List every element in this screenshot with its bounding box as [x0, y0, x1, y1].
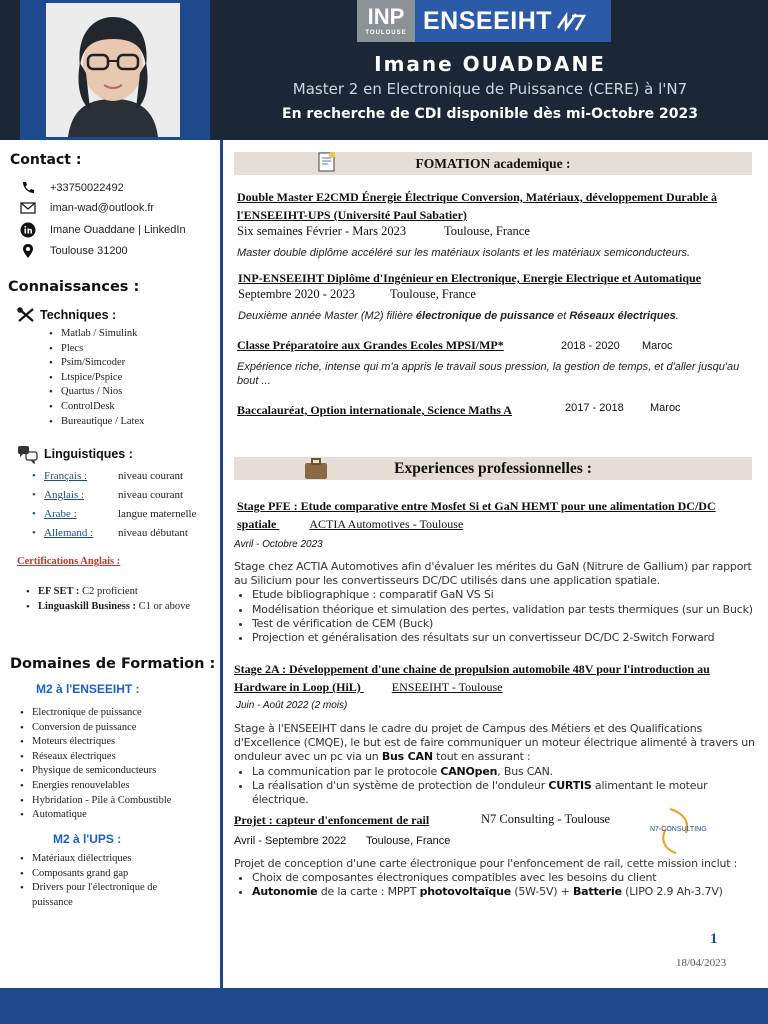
- document-date: 18/04/2023: [676, 957, 727, 969]
- list-item: • Choix de composantes électroniques compatibles avec les besoins du client: [252, 871, 762, 885]
- s2a-intro: tout en assurant :: [432, 750, 531, 764]
- formation-dates: 2018 - 2020: [561, 340, 620, 352]
- item-bold: Autonomie: [252, 885, 318, 899]
- contact-phone[interactable]: [20, 180, 124, 196]
- pfe-dates: Avril - Octobre 2023: [234, 539, 323, 550]
- language-level: niveau débutant: [118, 527, 188, 539]
- tools-icon: [17, 307, 35, 323]
- formation-location: Maroc: [650, 402, 681, 414]
- desc-text: .: [675, 310, 679, 322]
- item-bold: CURTIS: [548, 778, 592, 792]
- s2a-intro: Stage à l'ENSEEIHT dans le cadre du projet de Campus des Métiers et des Qualifications d'Excellence (CMQE), le but est de faire communiquer un moteur électrique alimenté à travers un onduleur avec un pc via un: [234, 722, 755, 764]
- projet-bullets: [234, 871, 762, 899]
- technical-title: Techniques :: [40, 308, 117, 322]
- s2a-dates: Juin - Août 2022 (2 mois): [236, 700, 348, 711]
- cert-name: EF SET :: [38, 586, 80, 597]
- projet-dates: Avril - Septembre 2022: [234, 835, 347, 847]
- projet-description: [234, 857, 762, 900]
- list-item: • Automatique: [18, 808, 171, 823]
- language-level: langue maternelle: [118, 508, 197, 520]
- technical-subhead: [17, 307, 116, 323]
- item-text: de la carte : MPPT: [317, 885, 420, 899]
- projet-intro: Projet de conception d'une carte électronique pour l'enfoncement de rail, cette mission inclut :: [234, 857, 738, 870]
- desc-bold: Réseaux électriques: [569, 310, 676, 322]
- formation-location: Toulouse, France: [390, 287, 476, 301]
- pfe-company: ACTIA Automotives - Toulouse: [309, 517, 464, 531]
- formation-description: Master double diplôme accéléré sur les matériaux isolants et les matériaux semiconducteurs.: [237, 247, 691, 259]
- cert-name: Linguaskill Business :: [38, 600, 137, 612]
- cert-value: C2 proficient: [79, 586, 138, 597]
- list-item: • Energies renouvelables: [18, 779, 171, 794]
- formation-location: Toulouse, France: [444, 224, 530, 238]
- contact-email-text: iman-wad@outlook.fr: [50, 202, 155, 214]
- m2-ups-list: [18, 852, 198, 910]
- list-item: • Composants grand gap: [18, 867, 198, 882]
- certifications-title: Certifications Anglais :: [17, 556, 121, 567]
- briefcase-icon: [303, 456, 329, 481]
- language-name: • Arabe :: [30, 508, 118, 520]
- m2-ups-title: M2 à l'UPS :: [53, 832, 122, 846]
- list-item: • Ltspice/Pspice: [47, 371, 144, 386]
- s2a-intro-bold: Bus CAN: [381, 750, 433, 764]
- item-bold: CANOpen: [440, 764, 498, 778]
- linkedin-icon: [20, 222, 36, 238]
- s2a-title: Stage 2A : Développement d'une chaine de propulsion automobile 48V pour l'introduction au Hardware in Loop (HiL): [234, 662, 710, 694]
- pfe-bullets: [234, 588, 762, 645]
- column-divider: [220, 140, 223, 988]
- pfe-description: [234, 560, 762, 645]
- projet-location: Toulouse, France: [366, 835, 451, 847]
- list-item: • Conversion de puissance: [18, 721, 171, 736]
- formation-title: Baccalauréat, Option internationale, Science Maths A: [237, 403, 512, 417]
- s2a-description: [234, 722, 762, 807]
- language-row: [44, 470, 183, 482]
- domains-title: Domaines de Formation :: [10, 656, 216, 672]
- list-item: [252, 885, 762, 899]
- contact-title: Contact :: [10, 152, 82, 168]
- desc-text: Deuxième année Master (M2) filière: [238, 310, 416, 322]
- contact-location-text: Toulouse 31200: [50, 245, 128, 257]
- technical-list: [47, 327, 144, 429]
- inp-logo-subtext: TOULOUSE: [365, 30, 407, 36]
- list-item: • Matlab / Simulink: [47, 327, 144, 342]
- list-item: • Réseaux électriques: [18, 750, 171, 765]
- item-bold: photovoltaïque: [419, 885, 511, 899]
- m2-enseeiht-list: [18, 706, 171, 823]
- list-item: • Modélisation théorique et simulation des pertes, validation par tests thermiques (sur un Buck): [252, 603, 762, 617]
- n7-consulting-logo: [640, 805, 720, 857]
- cert-value: C1 or above: [136, 600, 190, 612]
- contact-phone-text: +33750022492: [50, 182, 124, 194]
- item-bold: Batterie: [572, 885, 622, 899]
- list-item: • Electronique de puissance: [18, 706, 171, 721]
- item-text: (LIPO 2.9 Ah-3.7V): [621, 885, 723, 899]
- footer-bar: [0, 988, 768, 1024]
- mail-icon: [20, 200, 36, 216]
- phone-icon: [20, 180, 36, 196]
- desc-text: et: [554, 310, 570, 322]
- list-item: • Psim/Simcoder: [47, 356, 144, 371]
- language-title: Linguistiques :: [44, 447, 133, 461]
- certificate-icon: [316, 151, 338, 173]
- contact-location: [20, 243, 128, 259]
- contact-linkedin-text: Imane Ouaddane | LinkedIn: [50, 224, 186, 236]
- language-name: • Allemand :: [30, 527, 118, 539]
- list-item: • Plecs: [47, 342, 144, 357]
- formation-location: Maroc: [642, 340, 673, 352]
- certifications-list: [24, 585, 190, 614]
- formation-title: Classe Préparatoire aux Grandes Ecoles MPSI/MP*: [237, 338, 504, 352]
- enseeiht-logo-name: ENSEEIHT: [423, 6, 553, 35]
- location-icon: [20, 243, 36, 259]
- header: [0, 0, 768, 140]
- desc-bold: électronique de puissance: [415, 310, 555, 322]
- language-name: • Anglais :: [30, 489, 118, 501]
- pfe-intro: Stage chez ACTIA Automotives afin d'évaluer les mérites du GaN (Nitrure de Gallium) par rapport au Silicium pour les convertisseurs DC/DC utilisés dans une application spatiale.: [234, 560, 752, 588]
- experience-title: [234, 660, 762, 696]
- item-text: La réalisation d'un système de protection de l'onduleur: [252, 778, 549, 792]
- candidate-subtitle: Master 2 en Electronique de Puissance (CERE) à l'N7: [292, 80, 688, 98]
- language-level: niveau courant: [118, 489, 184, 501]
- formation-section-header: [234, 152, 752, 175]
- list-item: • Quartus / Nios: [47, 385, 144, 400]
- inp-logo-text: INP: [367, 4, 405, 29]
- item-text: alimentant le moteur électrique.: [252, 778, 708, 807]
- language-row: [44, 508, 197, 520]
- list-item: • ControlDesk: [47, 400, 144, 415]
- contact-email[interactable]: [20, 200, 154, 216]
- list-item: • Physique de semiconducteurs: [18, 764, 171, 779]
- contact-linkedin[interactable]: [20, 222, 186, 238]
- m2-enseeiht-title: M2 à l'ENSEEIHT :: [36, 682, 140, 696]
- formation-dates: Septembre 2020 - 2023: [238, 287, 355, 301]
- experience-section-title: Experiences professionnelles :: [394, 459, 592, 477]
- language-level: niveau courant: [118, 470, 184, 482]
- formation-title: INP-ENSEEIHT Diplôme d'Ingénieur en Electronique, Energie Electrique et Automatique: [238, 271, 702, 285]
- enseeiht-logo-text: [415, 0, 611, 42]
- n7-consulting-logo-text: N7-CONSULTING: [650, 826, 707, 833]
- language-row: [44, 527, 188, 539]
- formation-dates: Six semaines Février - Mars 2023: [237, 224, 407, 238]
- list-item: [252, 779, 762, 807]
- list-item: • Bureautique / Latex: [47, 415, 144, 430]
- s2a-bullets: [234, 765, 762, 808]
- list-item: • Drivers pour l'électronique de puissance: [18, 881, 198, 910]
- language-subhead: [17, 444, 133, 464]
- knowledge-title: Connaissances :: [8, 279, 140, 295]
- language-name: • Français :: [30, 470, 118, 482]
- s2a-company: ENSEEIHT - Toulouse: [391, 680, 503, 694]
- profile-photo: [46, 3, 180, 137]
- item-text: La communication par le protocole: [252, 764, 441, 778]
- page-number: 1: [710, 931, 718, 947]
- projet-company: N7 Consulting - Toulouse: [481, 812, 611, 826]
- formation-title: Double Master E2CMD Énergie Électrique Conversion, Matériaux, développement Durable à l'ENSEEIHT-UPS (Université Paul Sabatier): [237, 190, 718, 222]
- experience-title: [237, 497, 757, 533]
- item-text: (5W-5V) +: [510, 885, 573, 899]
- list-item: • Test de vérification de CEM (Buck): [252, 617, 762, 631]
- item-text: , Bus CAN.: [497, 764, 553, 778]
- list-item: [24, 585, 190, 600]
- formation-description: Expérience riche, intense qui m'a appris le travail sous pression, la gestion de temps, et d'aller jusqu'au bout ...: [237, 361, 740, 387]
- list-item: • Projection et généralisation des résultats sur un convertisseur DC/DC 2-Switch Forward: [252, 631, 762, 645]
- formation-section-title: FOMATION academique :: [415, 155, 571, 171]
- list-item: [252, 765, 762, 779]
- pfe-title: Stage PFE : Etude comparative entre Mosfet Si et GaN HEMT pour une alimentation DC/DC spatiale: [237, 499, 716, 531]
- formation-description: [238, 309, 763, 323]
- list-item: • Etude bibliographique : comparatif GaN VS Si: [252, 588, 762, 602]
- list-item: • Hybridation - Pile à Combustible: [18, 794, 171, 809]
- photo-frame: [20, 0, 210, 140]
- formation-dates: 2017 - 2018: [565, 402, 624, 414]
- candidate-name: Imane OUADDANE: [374, 52, 606, 76]
- language-row: [44, 489, 183, 501]
- experience-title: Projet : capteur d'enfoncement de rail: [234, 813, 430, 827]
- list-item: • Matériaux diélectriques: [18, 852, 198, 867]
- inp-logo: [357, 0, 415, 42]
- n7-mark-icon: [556, 10, 586, 32]
- enseeiht-logo: [357, 0, 611, 42]
- list-item: • Moteurs électriques: [18, 735, 171, 750]
- language-icon: [17, 444, 39, 464]
- candidate-tagline: En recherche de CDI disponible dès mi-Octobre 2023: [282, 106, 698, 122]
- list-item: [24, 600, 190, 615]
